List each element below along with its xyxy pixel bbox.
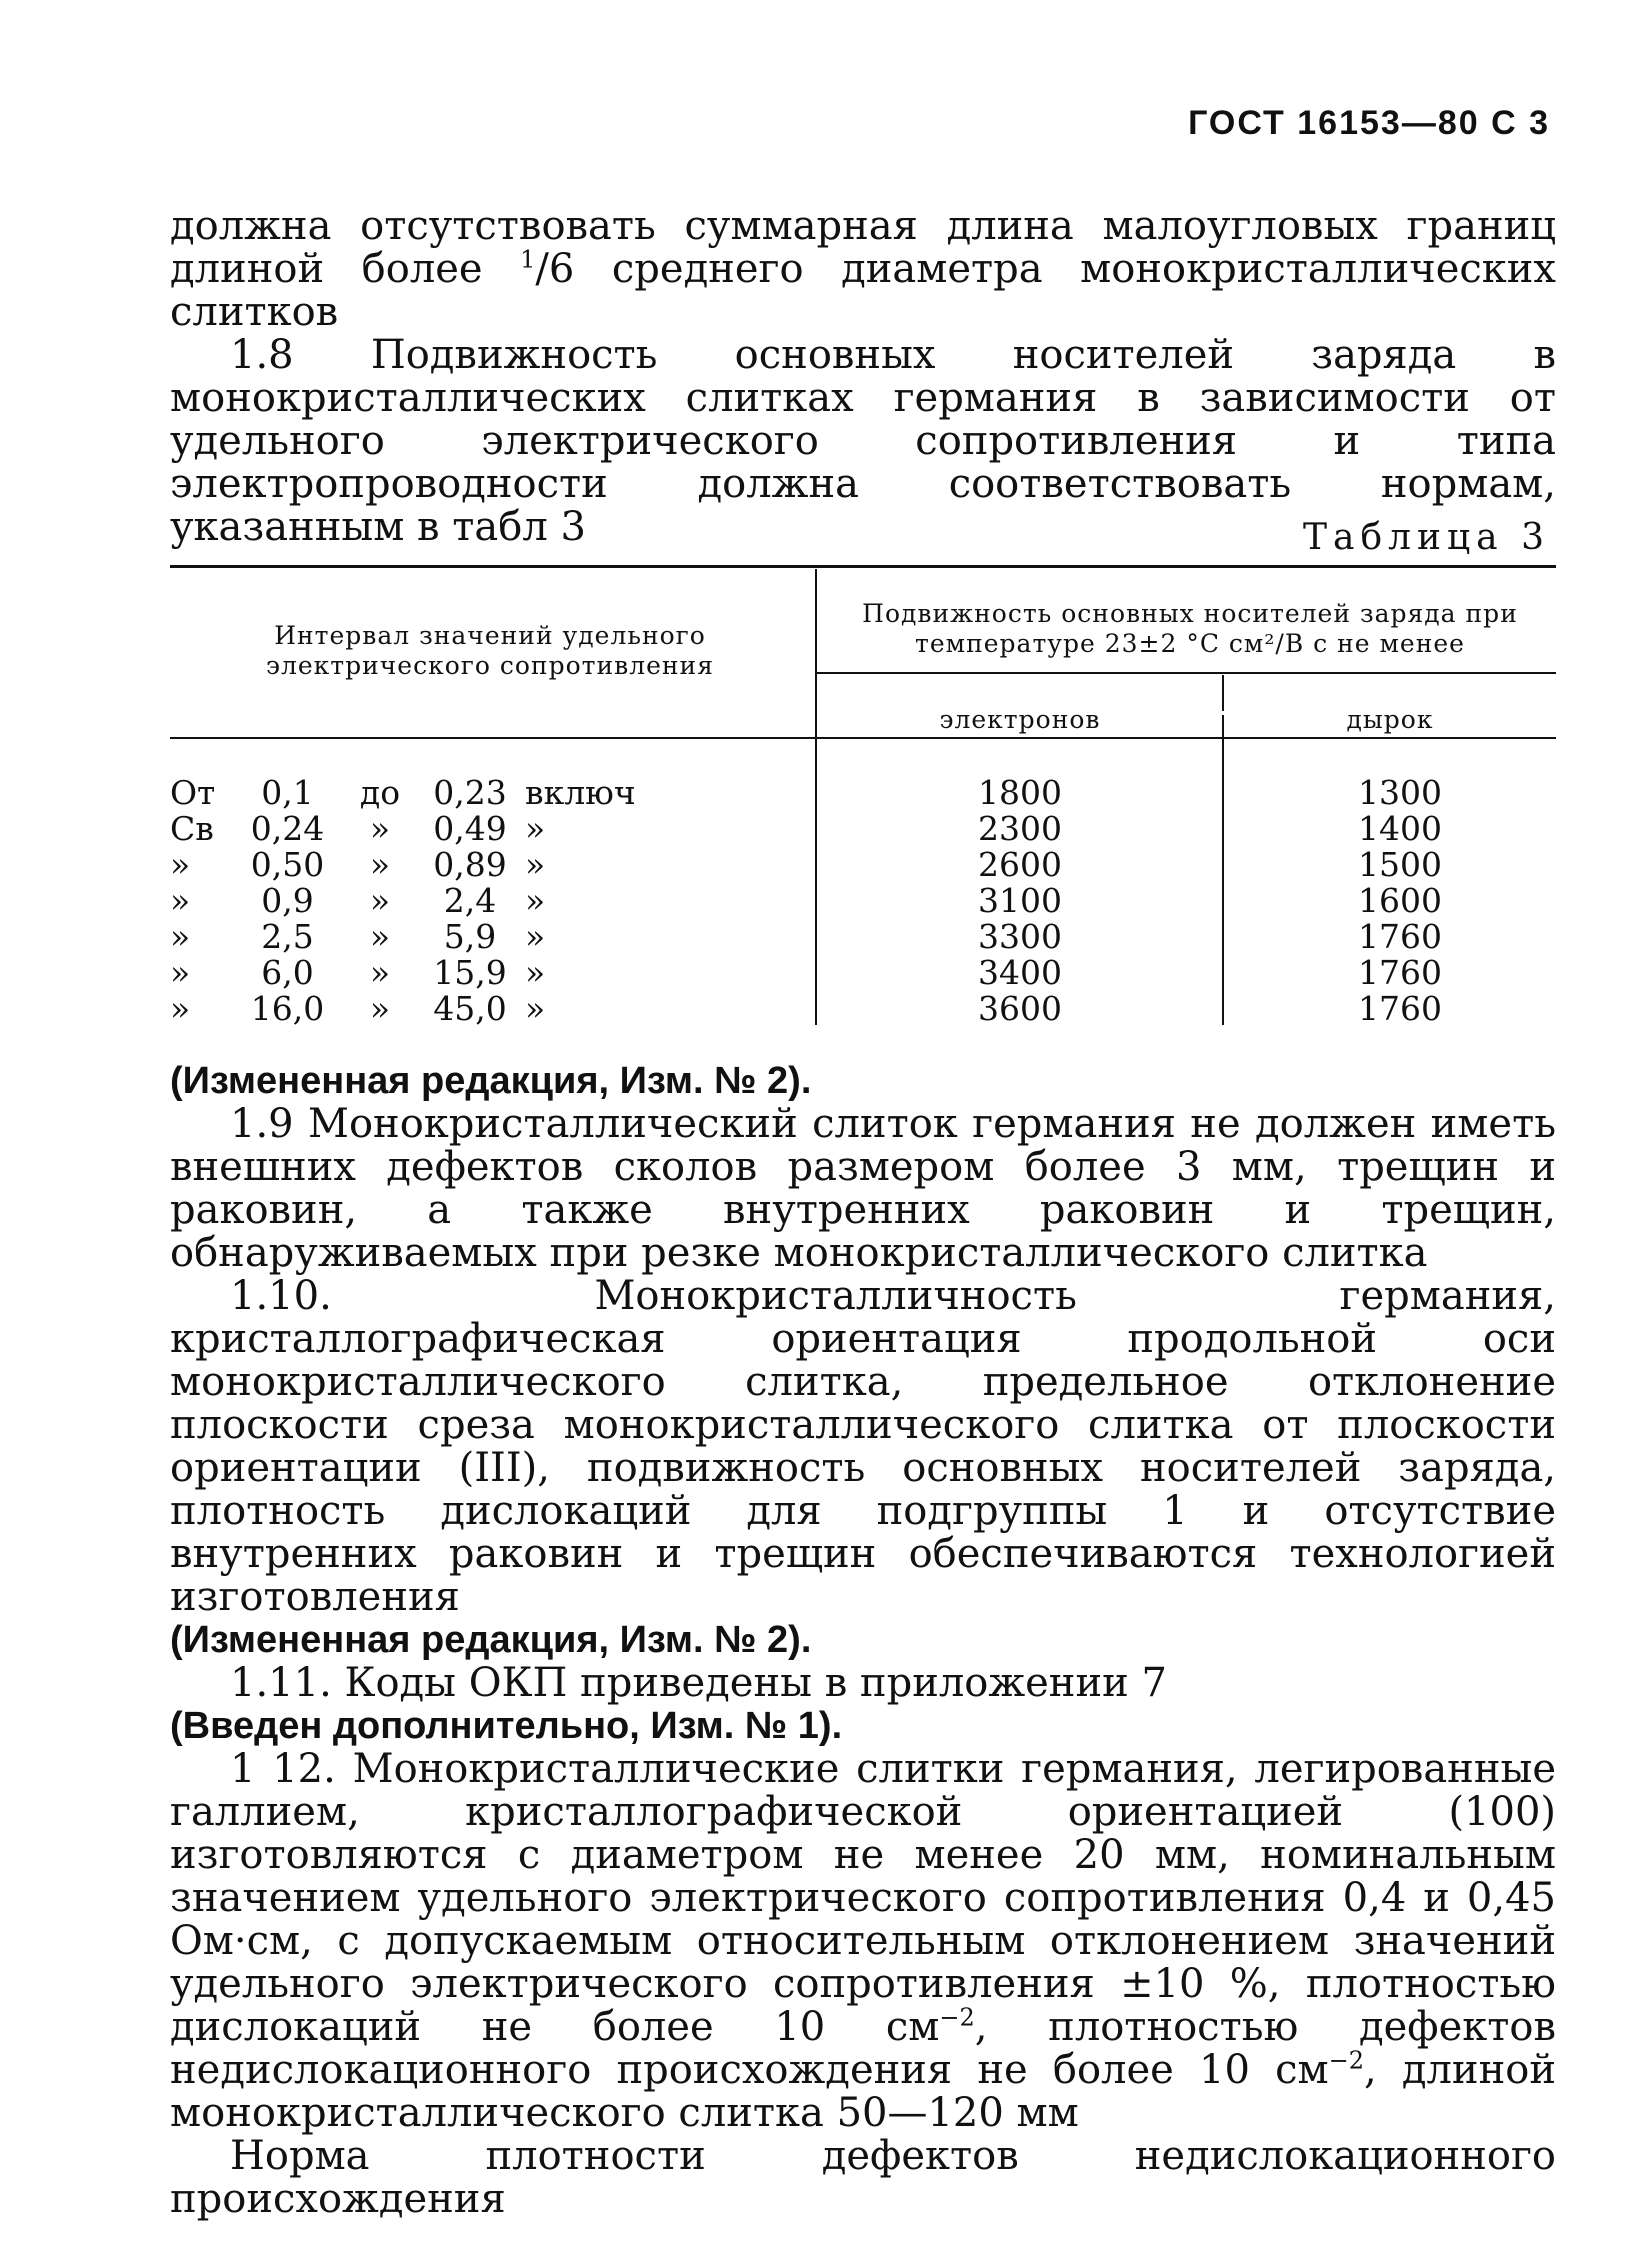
table-cell-a: »: [170, 881, 191, 920]
table-cell-to: 2,4: [443, 881, 497, 920]
table-cell-c: »: [525, 953, 546, 992]
col-header-holes: дырок: [1346, 705, 1434, 734]
table-cell-e: 1800: [978, 773, 1062, 812]
table-cell-a: »: [170, 917, 191, 956]
table-cell-from: 16,0: [250, 989, 325, 1028]
table-cell-from: 0,9: [261, 881, 314, 920]
table-cell-to: 5,9: [443, 917, 497, 956]
col-header-resistivity: Интервал значений удельного электрического сопротивления: [265, 621, 714, 680]
table-cell-e: 2600: [978, 845, 1062, 884]
col-header-mobility: Подвижность основных носителей заряда при температуре 23±2 °С см²/В с не менее: [862, 599, 1518, 658]
col-header-electrons: электронов: [939, 705, 1101, 734]
table-cell-from: 0,24: [250, 809, 325, 848]
table-cell-to: 0,89: [433, 845, 507, 884]
mobility-table: [170, 565, 1556, 1030]
table-cell-e: 3100: [978, 881, 1062, 920]
paragraph-1-8: 1.8 Подвижность основных носителей заряда в монокристаллических слитках германия в зависимости от удельного электрического сопротивления и типа электропроводности должна соответствовать нормам, указанным в табл 3: [170, 332, 1556, 550]
table-caption: Таблица 3: [1303, 517, 1550, 558]
page-header: ГОСТ 16153—80 С 3: [1188, 104, 1550, 142]
intro-text: [170, 205, 1556, 549]
paragraph-1-12: 1 12. Монокристаллические слитки германия, легированные галлием, кристаллографической ориентацией (100) изготовляются с диаметром не менее 20 мм, номинальным значением удельного электрического сопротивления 0,4 и 0,45 Ом·см, с допускаемым относительным отклонением значений удельного электрического сопротивления ±10 %, плотностью дислокаций не более 10 $см^{-2}$, плотностью дефектов недислокационного происхождения не более 10 $см^{-2}$, длиной монокристаллического слитка 50—120 мм: [170, 1746, 1556, 2136]
table-cell-c: включ: [525, 773, 636, 812]
amendment-note: (Введен дополнительно, Изм. № 1).: [170, 1705, 843, 1747]
table-cell-h: 1500: [1358, 845, 1442, 884]
amendment-note: (Измененная редакция, Изм. № 2).: [170, 1619, 812, 1661]
table-cell-h: 1760: [1358, 953, 1442, 992]
table-cell-from: 6,0: [261, 953, 314, 992]
table-cell-c: »: [525, 845, 546, 884]
paragraph-1-10: 1.10. Монокристалличность германия, кристаллографическая ориентация продольной оси монокристаллического слитка, предельное отклонение плоскости среза монокристаллического слитка от плоскости ориентации (III), подвижность основных носителей заряда, плотность дислокаций для подгруппы 1 и отсутствие внутренних раковин и трещин обеспечиваются технологией изготовления: [170, 1273, 1556, 1620]
body-text: [170, 1060, 1556, 2221]
table-cell-b: до: [359, 773, 401, 812]
paragraph-continuation: должна отсутствовать суммарная длина малоугловых границ длиной более $^1$/6 среднего диаметра монокристаллических слитков: [170, 203, 1556, 335]
table-cell-b: »: [369, 989, 391, 1028]
table-cell-from: 0,50: [250, 845, 325, 884]
table-cell-b: »: [369, 809, 391, 848]
table-cell-c: »: [525, 917, 546, 956]
table-cell-a: »: [170, 845, 191, 884]
table-cell-from: 0,1: [261, 773, 314, 812]
amendment-note: (Измененная редакция, Изм. № 2).: [170, 1060, 812, 1102]
table-cell-e: 3400: [978, 953, 1062, 992]
table-cell-e: 3300: [978, 917, 1062, 956]
table-cell-b: »: [369, 953, 391, 992]
table-cell-c: »: [525, 881, 546, 920]
table-cell-h: 1400: [1358, 809, 1442, 848]
table-cell-to: 15,9: [433, 953, 507, 992]
table-cell-a: Св: [170, 809, 214, 848]
table-cell-a: »: [170, 953, 191, 992]
paragraph-norm: Норма плотности дефектов недислокационного происхождения: [170, 2133, 1556, 2222]
table-cell-from: 2,5: [261, 917, 314, 956]
table-cell-a: »: [170, 989, 191, 1028]
table-cell-h: 1300: [1358, 773, 1442, 812]
table-cell-b: »: [369, 917, 391, 956]
table-cell-b: »: [369, 881, 391, 920]
table-cell-h: 1760: [1358, 989, 1442, 1028]
table-cell-a: От: [170, 773, 216, 812]
table-cell-c: »: [525, 989, 546, 1028]
table-cell-h: 1760: [1358, 917, 1442, 956]
table-cell-e: 2300: [978, 809, 1062, 848]
table-cell-h: 1600: [1358, 881, 1442, 920]
table-cell-to: 0,23: [433, 773, 507, 812]
table-cell-to: 0,49: [433, 809, 507, 848]
table-cell-c: »: [525, 809, 546, 848]
paragraph-1-9: 1.9 Монокристаллический слиток германия не должен иметь внешних дефектов сколов размером более 3 мм, трещин и раковин, а также внутренних раковин и трещин, обнаруживаемых при резке монокристаллического слитка: [170, 1101, 1556, 1276]
table-cell-b: »: [369, 845, 391, 884]
table-cell-to: 45,0: [433, 989, 507, 1028]
table-cell-e: 3600: [978, 989, 1062, 1028]
paragraph-1-11: 1.11. Коды ОКП приведены в приложении 7: [230, 1660, 1167, 1706]
